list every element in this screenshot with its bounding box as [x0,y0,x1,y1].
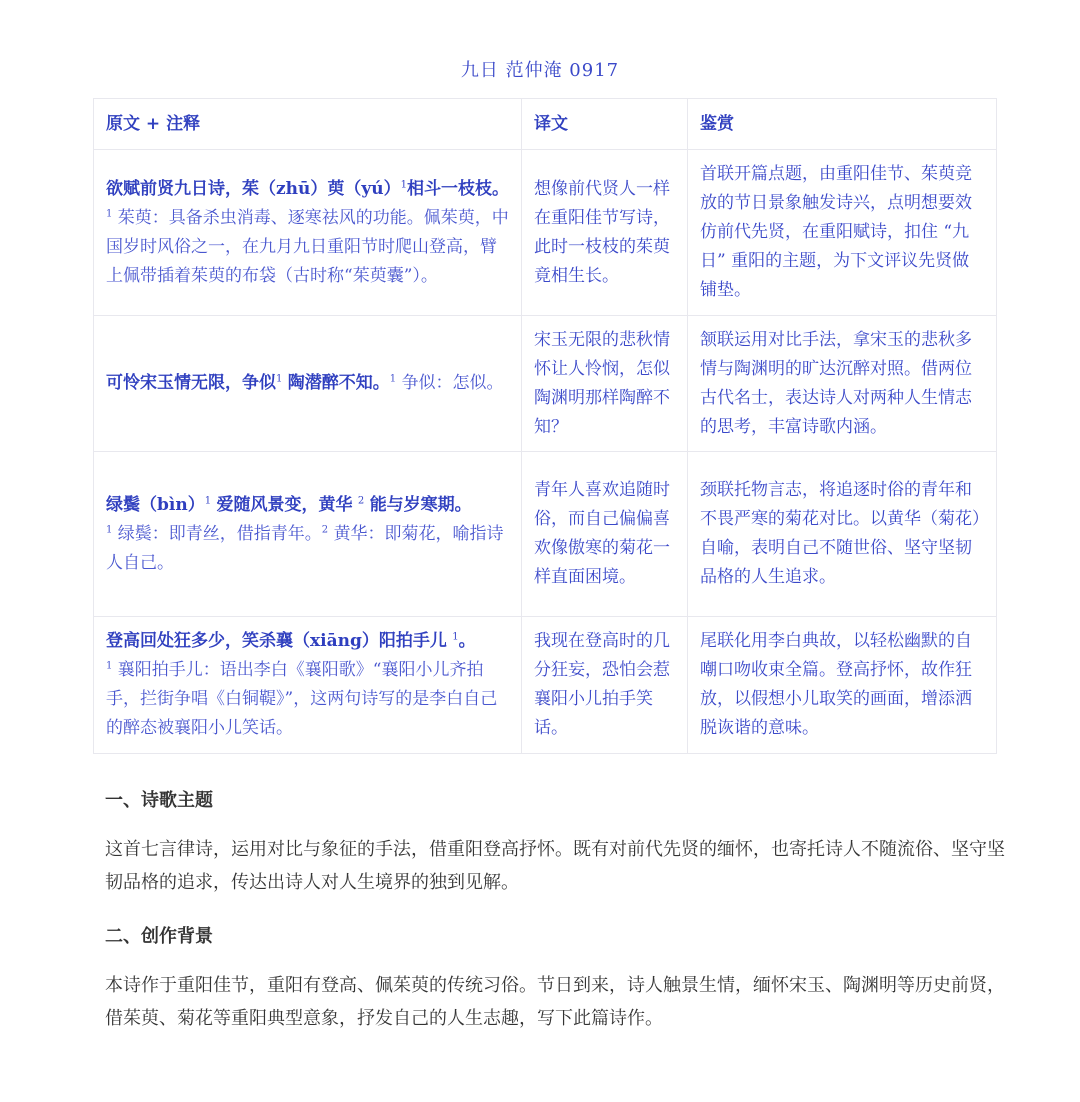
translation-cell: 青年人喜欢追随时俗，而自己偏偏喜欢像傲寒的菊花一样直面困境。 [522,452,688,617]
original-cell [94,316,522,452]
original-cell [94,617,522,754]
appreciation-cell: 尾联化用李白典故，以轻松幽默的自嘲口吻收束全篇。登高抒怀，故作狂放，以假想小儿取笑的画面，增添洒脱诙谐的意味。 [688,617,997,754]
section-body-background: 本诗作于重阳佳节，重阳有登高、佩茱萸的传统习俗。节日到来，诗人触景生情，缅怀宋玉、陶渊明等历史前贤，借茱萸、菊花等重阳典型意象，抒发自己的人生志趣，写下此篇诗作。 [105,975,1005,1029]
footnote-marker: 1 [452,631,459,643]
verse-text: 欲赋前贤九日诗，茱（zhū）萸（yú） [106,178,401,199]
translation-cell: 宋玉无限的悲秋情怀让人怜悯，怎似陶渊明那样陶醉不知？ [522,316,688,452]
footnote-marker: 1 [276,373,283,385]
verse-text: 能与岁寒期。 [369,494,472,515]
section-heading-theme: 一、诗歌主题 [105,790,213,811]
table-row [94,452,997,617]
annotation-text: 茱萸：具备杀虫消毒、逐寒祛风的功能。佩茱萸，中国岁时风俗之一，在九月九日重阳节时爬山登高，臂上佩带插着茱萸的布袋（古时称“茱萸囊”）。 [106,207,509,286]
translation-cell: 我现在登高时的几分狂妄，恐怕会惹襄阳小儿拍手笑话。 [522,617,688,754]
table-row [94,150,997,316]
verse-text: 可怜宋玉情无限，争似 [106,373,276,393]
section-body-theme: 这首七言律诗，运用对比与象征的手法，借重阳登高抒怀。既有对前代先贤的缅怀，也寄托诗人不随流俗、坚守坚韧品格的追求，传达出诗人对人生境界的独到见解。 [105,839,1005,893]
annotation-text: 襄阳拍手儿：语出李白《襄阳歌》“襄阳小儿齐拍手，拦街争唱《白铜鞮》”，这两句诗写的是李白自己的醉态被襄阳小儿笑话。 [106,660,498,738]
footnote-marker: 1 [389,373,397,385]
verse-text: 绿鬓（bìn） [106,494,205,515]
appreciation-cell: 首联开篇点题，由重阳佳节、茱萸竞放的节日景象触发诗兴，点明想要效仿前代先贤，在重阳赋诗，扣住 “九日” 重阳的主题，为下文评议先贤做铺垫。 [688,150,997,316]
annotation-text: 争似：怎似。 [401,373,504,393]
translation-cell: 想像前代贤人一样在重阳佳节写诗，此时一枝枝的茱萸竟相生长。 [522,150,688,316]
verse-text: 爱随风景变，黄华 [216,494,353,515]
verse-text: 相斗一枝枝。 [407,178,509,199]
footnote-marker: 1 [106,207,113,219]
original-cell [94,452,522,617]
annotation-text: 绿鬓：即青丝，借指青年。 [117,523,322,544]
table-header-row [94,99,997,150]
appreciation-cell: 颈联托物言志，将追逐时俗的青年和不畏严寒的菊花对比。以黄华（菊花）自喻，表明自己不随世俗、坚守坚韧品格的人生追求。 [688,452,997,617]
table-row [94,617,997,754]
verse-text: 登高回处狂多少，笑杀襄（xiāng）阳拍手儿 [106,631,447,651]
verse-text: 陶潜醉不知。 [287,373,390,393]
header-translation: 译文 [522,99,688,150]
table-row [94,316,997,452]
poem-table [93,98,997,754]
footnote-marker: 2 [357,494,365,506]
footnote-marker: 1 [400,178,407,190]
original-cell [94,150,522,316]
section-heading-background: 二、创作背景 [105,926,213,947]
verse-text: 。 [458,631,476,651]
footnote-marker: 1 [106,660,113,672]
footnote-marker: 1 [106,523,113,535]
footnote-marker: 1 [204,494,212,506]
header-appreciation: 鉴赏 [688,99,997,150]
annotation-text: 黄华：即菊花，喻指诗人自己。 [106,523,504,573]
appreciation-cell: 颔联运用对比手法，拿宋玉的悲秋多情与陶渊明的旷达沉醉对照。借两位古代名士，表达诗人对两种人生情志的思考，丰富诗歌内涵。 [688,316,997,452]
page-title: 九日 范仲淹 0917 [460,60,620,81]
header-original-notes: 原文 + 注释 [94,99,522,150]
footnote-marker: 2 [321,523,329,535]
